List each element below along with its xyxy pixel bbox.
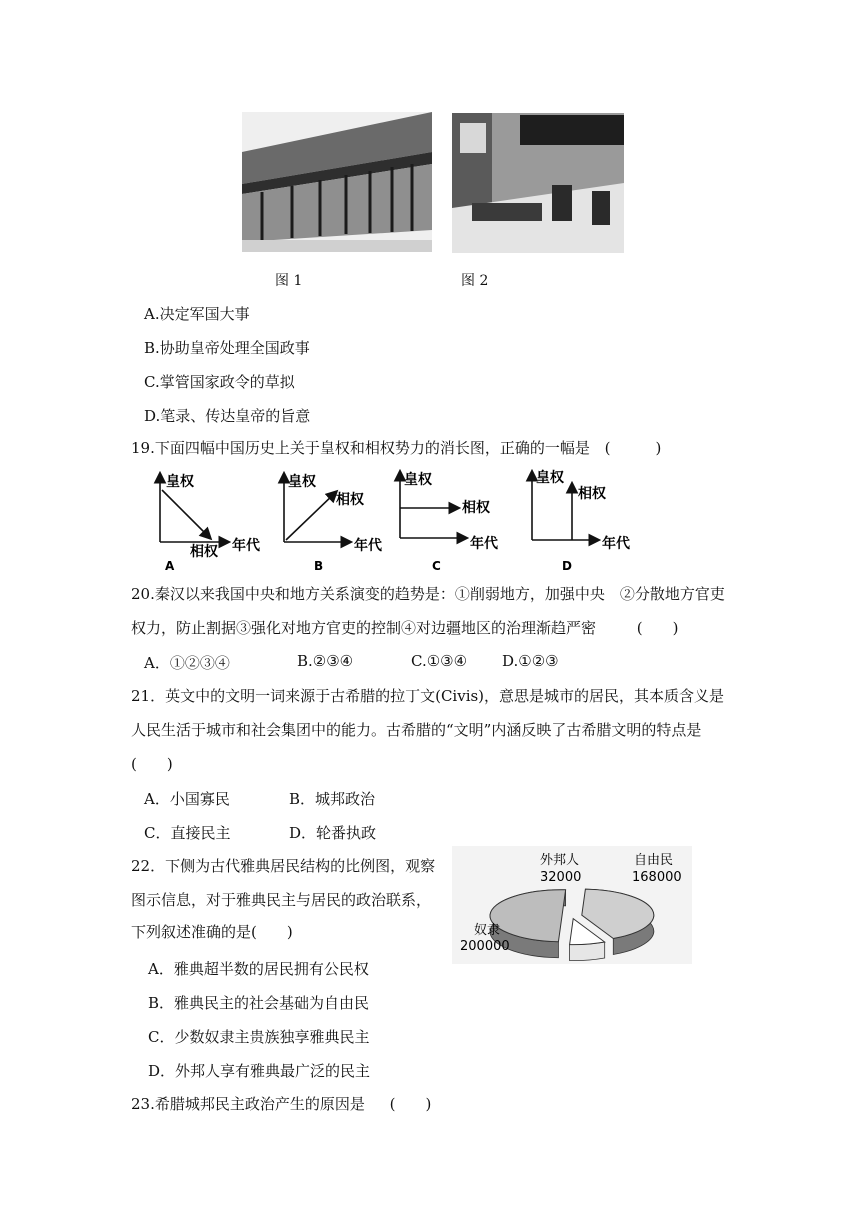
q22-line-1: 22．下侧为古代雅典居民结构的比例图，观察	[131, 857, 436, 875]
q19-graphs	[150, 466, 650, 576]
q22-line-2: 图示信息，对于雅典民主与居民的政治联系，	[131, 891, 432, 909]
q19-graph-c	[400, 471, 499, 573]
q19-c-xlabel: 年代	[470, 536, 498, 552]
pie-label-foreigners-name: 外邦人	[540, 853, 580, 868]
q20-option-c: C.①③④	[411, 652, 468, 670]
pie-label-foreigners-value: 32000	[540, 870, 582, 885]
q18-option-c: C.掌管国家政令的草拟	[144, 373, 295, 391]
pie-label-free-value: 168000	[632, 870, 682, 885]
q19-d-letter: D	[562, 559, 572, 573]
q22-option-b: B．雅典民主的社会基础为自由民	[148, 994, 370, 1012]
q23-answer-paren: ( )	[389, 1095, 432, 1113]
q23-stem-text: 23.希腊城邦民主政治产生的原因是	[131, 1095, 365, 1113]
q20-line-2-text: 权力，防止割据③强化对地方官吏的控制④对边疆地区的治理渐趋严密	[131, 619, 597, 637]
q19-a-xlabel: 年代	[232, 538, 260, 554]
q18-option-d: D.笔录、传达皇帝的旨意	[144, 407, 311, 425]
q21-option-d: D．轮番执政	[289, 824, 377, 842]
q19-answer-paren: ( )	[604, 439, 662, 457]
q22-option-c: C．少数奴隶主贵族独享雅典民主	[148, 1028, 370, 1046]
pie-label-slaves-name: 奴隶	[474, 923, 501, 938]
q22-line-3: 下列叙述准确的是( )	[131, 923, 293, 941]
q19-d-ylabel: 皇权	[536, 470, 564, 486]
q19-b-xlabel: 年代	[354, 538, 382, 554]
q19-graph-d	[532, 469, 631, 573]
q19-a-ylabel: 皇权	[166, 474, 194, 490]
pie-label-free-name: 自由民	[634, 853, 674, 868]
q19-b-letter: B	[314, 559, 324, 573]
q21-answer-paren: ( )	[131, 755, 173, 773]
q19-d-line-label: 相权	[578, 486, 606, 502]
q21-line-1: 21．英文中的文明一词来源于古希腊的拉丁文(Civis)，意思是城市的居民，其本质含义是	[131, 687, 725, 705]
figure-1-photo	[242, 112, 432, 252]
q19-b-line-label: 相权	[336, 492, 364, 508]
q19-a-line-label: 相权	[190, 544, 218, 560]
q19-d-xlabel: 年代	[602, 536, 630, 552]
figure-2-caption: 图 2	[461, 273, 489, 289]
q20-option-a: A．①②③④	[144, 654, 230, 672]
q19-c-letter: C	[432, 559, 441, 573]
q18-option-b: B.协助皇帝处理全国政事	[144, 339, 310, 357]
q20-line-1: 20.秦汉以来我国中央和地方关系演变的趋势是：①削弱地方，加强中央 ②分散地方官吏	[131, 585, 725, 603]
q19-b-ylabel: 皇权	[288, 474, 316, 490]
q20-line-2	[131, 618, 679, 638]
q20-answer-paren: ( )	[636, 619, 679, 637]
q19-a-letter: A	[165, 559, 175, 573]
q18-option-a: A.决定军国大事	[144, 305, 250, 323]
q21-option-a: A．小国寡民	[144, 790, 230, 808]
figure-2-photo	[452, 113, 624, 253]
q19-c-ylabel: 皇权	[404, 472, 432, 488]
q19-stem	[131, 438, 661, 458]
pie-label-slaves-value: 200000	[460, 939, 510, 954]
athens-population-pie-chart	[452, 846, 692, 964]
q21-option-b: B．城邦政治	[289, 790, 376, 808]
q23-stem	[131, 1094, 431, 1114]
q22-option-d: D．外邦人享有雅典最广泛的民主	[148, 1062, 371, 1080]
q21-option-c: C．直接民主	[144, 824, 231, 842]
q19-graph-b	[284, 473, 383, 573]
figure-1-caption: 图 1	[275, 273, 303, 289]
q21-line-2: 人民生活于城市和社会集团中的能力。古希腊的“文明”内涵反映了古希腊文明的特点是	[131, 721, 702, 739]
q19-stem-text: 19.下面四幅中国历史上关于皇权和相权势力的消长图，正确的一幅是	[131, 439, 590, 457]
q22-option-a: A．雅典超半数的居民拥有公民权	[148, 960, 369, 978]
q19-graph-a	[160, 473, 261, 573]
q20-option-b: B.②③④	[297, 652, 354, 670]
q19-c-line-label: 相权	[462, 500, 490, 516]
q20-option-d: D.①②③	[502, 652, 559, 670]
